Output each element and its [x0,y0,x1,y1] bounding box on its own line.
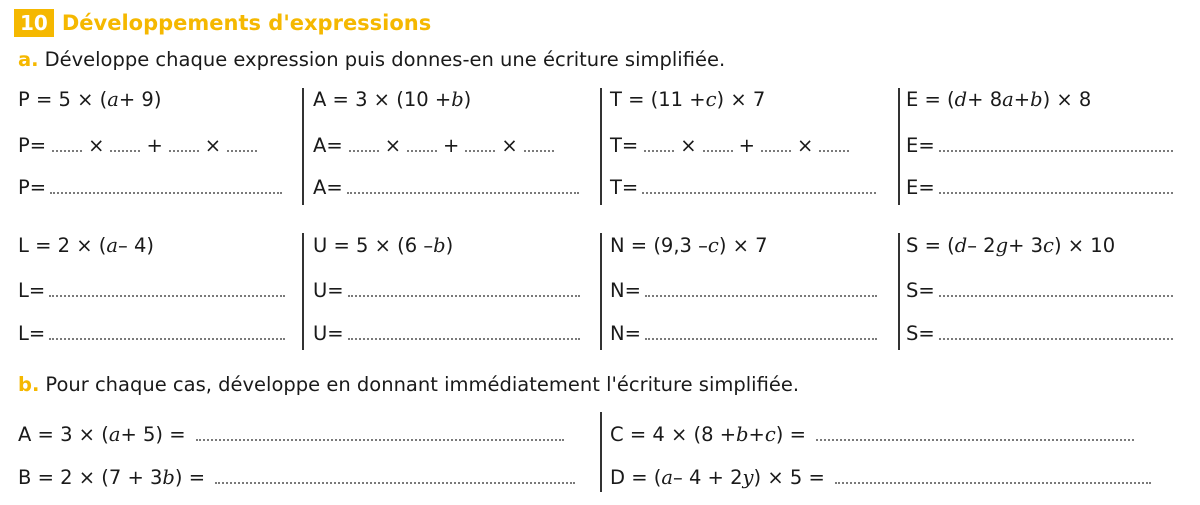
answer-b-C[interactable]: C = 4 × (8 + b + c ) = [610,423,1134,451]
part-a-text: Développe chaque expression puis donnes-en une écriture simplifiée. [44,48,726,71]
expr-U: U = 5 × (6 – b ) [313,234,454,257]
part-b-instruction [18,373,799,396]
separator [302,88,304,205]
separator [898,88,900,205]
answer-P-1[interactable]: P = × + × [18,134,263,162]
answer-P-2[interactable]: P = [18,176,282,204]
answer-b-B[interactable]: B = 2 × (7 + 3 b ) = [18,466,575,494]
expr-E: E = ( d + 8 a + b ) × 8 [906,88,1092,111]
part-a-letter: a. [18,48,39,71]
answer-E-2[interactable]: E = [906,176,1173,204]
expr-L: L = 2 × ( a – 4) [18,234,154,257]
expr-S: S = ( d – 2 g + 3 c ) × 10 [906,234,1116,257]
answer-E-1[interactable]: E = [906,134,1173,162]
exercise-title: Développements d'expressions [61,11,432,35]
exercise-number: 10 [14,9,54,37]
part-b-text: Pour chaque cas, développe en donnant immédiatement l'écriture simplifiée. [45,373,800,396]
answer-U-1[interactable]: U = [313,279,580,307]
answer-S-2[interactable]: S = [906,322,1173,350]
answer-S-1[interactable]: S = [906,279,1173,307]
answer-U-2[interactable]: U = [313,322,580,350]
answer-A-1[interactable]: A = × + × [313,134,560,162]
separator [898,233,900,350]
expr-N: N = (9,3 – c ) × 7 [610,234,768,257]
expr-A: A = 3 × (10 + b ) [313,88,472,111]
exercise-header [14,6,431,40]
answer-b-A[interactable]: A = 3 × ( a + 5) = [18,423,564,451]
answer-T-1[interactable]: T = × + × [610,134,855,162]
answer-L-2[interactable]: L = [18,322,285,350]
separator [600,233,602,350]
expr-P: P = 5 × ( a + 9) [18,88,162,111]
answer-N-2[interactable]: N = [610,322,877,350]
separator [302,233,304,350]
answer-L-1[interactable]: L = [18,279,285,307]
expr-T: T = (11 + c ) × 7 [610,88,766,111]
answer-A-2[interactable]: A = [313,176,579,204]
answer-b-D[interactable]: D = ( a – 4 + 2 y ) × 5 = [610,466,1151,494]
answer-N-1[interactable]: N = [610,279,877,307]
answer-T-2[interactable]: T = [610,176,876,204]
separator [600,412,602,492]
part-b-letter: b. [18,373,40,396]
part-a-instruction [18,48,725,71]
separator [600,88,602,205]
